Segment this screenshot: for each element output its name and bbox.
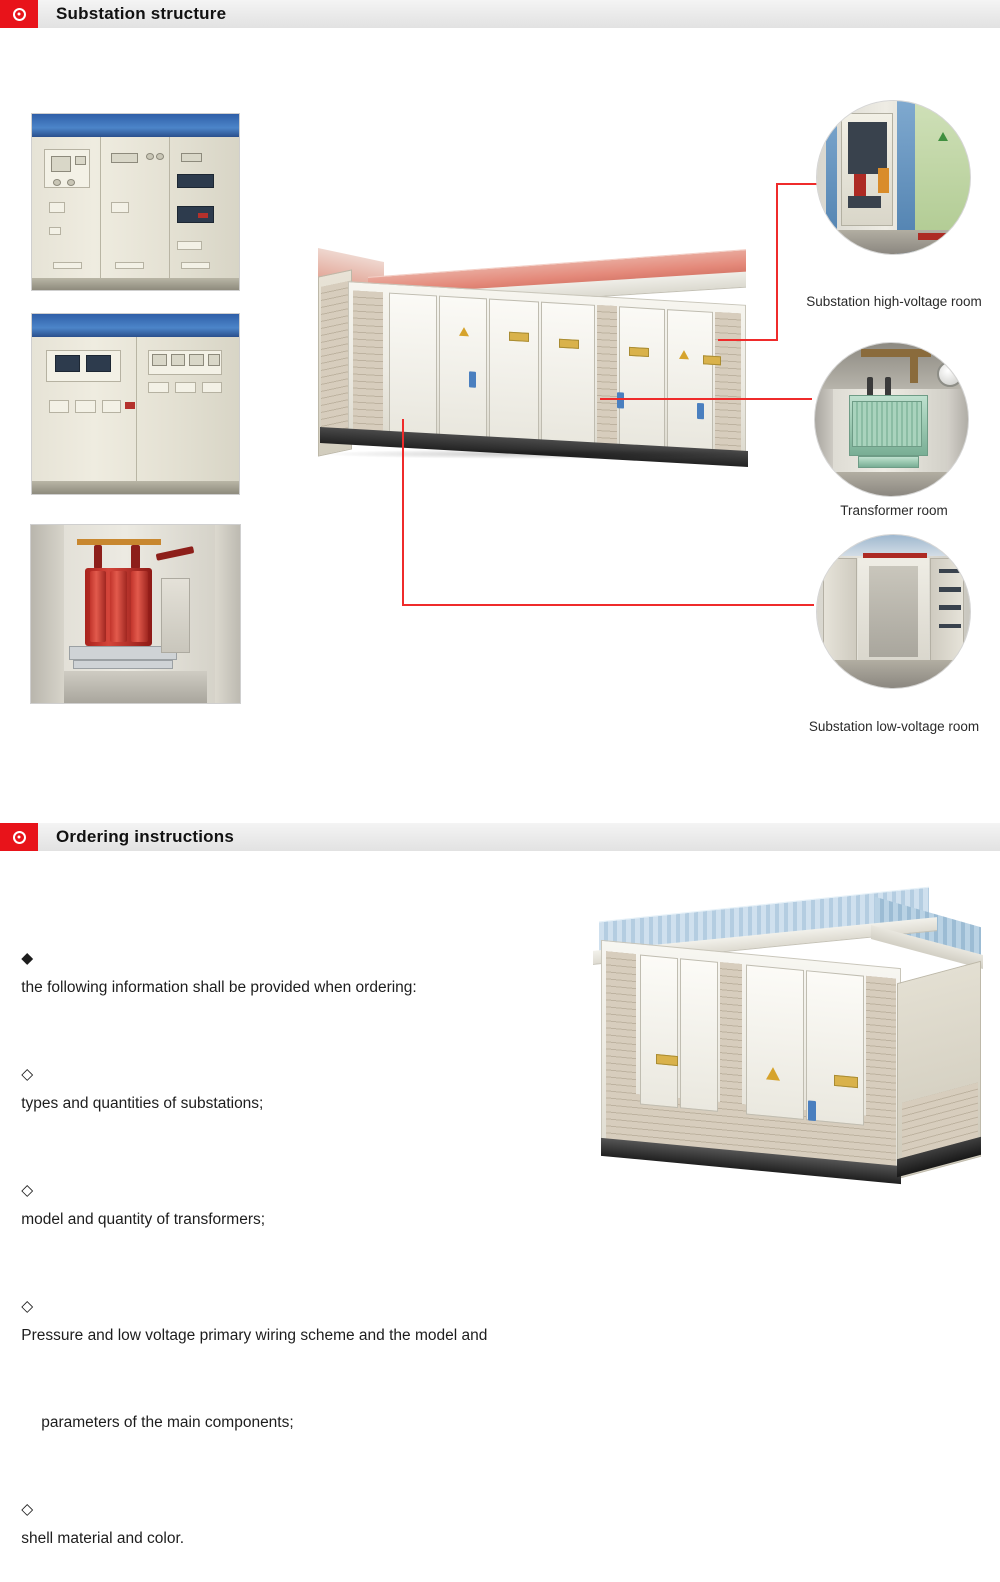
list-item-label: Pressure and low voltage primary wiring scheme and the model and <box>21 1327 488 1344</box>
door-panel <box>680 958 718 1112</box>
caption-hv-room: Substation high-voltage room <box>806 294 982 309</box>
connector-line-lv <box>402 419 404 606</box>
door-panel <box>746 965 804 1120</box>
connector-line-transformer <box>600 398 812 400</box>
door-handle <box>808 1100 816 1121</box>
page-title: Substation structure <box>56 4 227 23</box>
door-panel <box>489 299 539 442</box>
list-bullet: ◆ <box>21 950 34 967</box>
cabinet-roof <box>32 314 239 337</box>
door-panel <box>619 306 665 449</box>
cabinet-floor <box>32 278 239 290</box>
list-item-label: model and quantity of transformers; <box>21 1211 266 1228</box>
photo-transformer-cab <box>30 524 241 704</box>
photo-hv-switchgear <box>31 113 240 291</box>
list-bullet: ◇ <box>21 1066 34 1083</box>
connector-line-hv <box>718 339 778 341</box>
section-header-structure <box>0 0 1000 28</box>
door-panel <box>640 955 678 1109</box>
warning-triangle-icon <box>766 1066 780 1080</box>
photo-hv-room-callout <box>816 100 971 255</box>
photo-transformer-room-callout <box>814 342 969 497</box>
connector-line-hv <box>776 183 778 341</box>
ordering-instructions-list <box>4 915 594 1582</box>
caption-lv-room: Substation low-voltage room <box>808 719 980 734</box>
nameplate <box>656 1054 678 1066</box>
prefabricated-substation-illustration <box>575 898 1000 1194</box>
warning-triangle-icon <box>679 350 689 360</box>
list-item <box>4 1466 594 1582</box>
list-item-label: the following information shall be provided when ordering: <box>21 979 417 996</box>
nameplate <box>703 355 721 365</box>
list-item <box>4 1031 594 1147</box>
list-item-label: shell material and color. <box>21 1530 185 1547</box>
list-item <box>4 1263 594 1379</box>
target-ring-icon <box>13 8 26 21</box>
nameplate <box>509 332 529 342</box>
list-bullet: ◇ <box>21 1298 34 1315</box>
ground-shadow <box>316 449 752 459</box>
target-ring-icon <box>13 831 26 844</box>
door-handle <box>617 392 624 408</box>
door-handle <box>469 371 476 387</box>
list-item-continuation <box>4 1379 594 1466</box>
list-item-label: types and quantities of substations; <box>21 1095 264 1112</box>
photo-lv-panel <box>31 313 240 495</box>
list-item <box>4 915 594 1031</box>
list-bullet: ◇ <box>21 1182 34 1199</box>
section-header-ordering <box>0 823 1000 851</box>
warning-triangle-icon <box>459 327 469 337</box>
connector-line-lv <box>402 604 814 606</box>
door-panel <box>667 309 713 452</box>
section-badge <box>0 823 38 851</box>
door-panel <box>389 293 437 436</box>
nameplate <box>629 347 649 357</box>
nameplate <box>834 1075 858 1088</box>
connector-line-hv <box>776 183 822 185</box>
door-panel <box>541 302 595 445</box>
cabinet-floor <box>32 481 239 494</box>
list-bullet: ◇ <box>21 1501 34 1518</box>
list-item <box>4 1147 594 1263</box>
caption-transformer-room: Transformer room <box>840 503 948 518</box>
section-badge <box>0 0 38 28</box>
list-item-label: parameters of the main components; <box>41 1414 294 1431</box>
cabinet-roof <box>32 114 239 137</box>
nameplate <box>559 339 579 349</box>
photo-lv-room-callout <box>816 534 971 689</box>
section-title-ordering: Ordering instructions <box>56 827 234 846</box>
door-panel <box>439 296 487 439</box>
door-handle <box>697 403 704 419</box>
substation-enclosure-illustration <box>306 233 758 473</box>
